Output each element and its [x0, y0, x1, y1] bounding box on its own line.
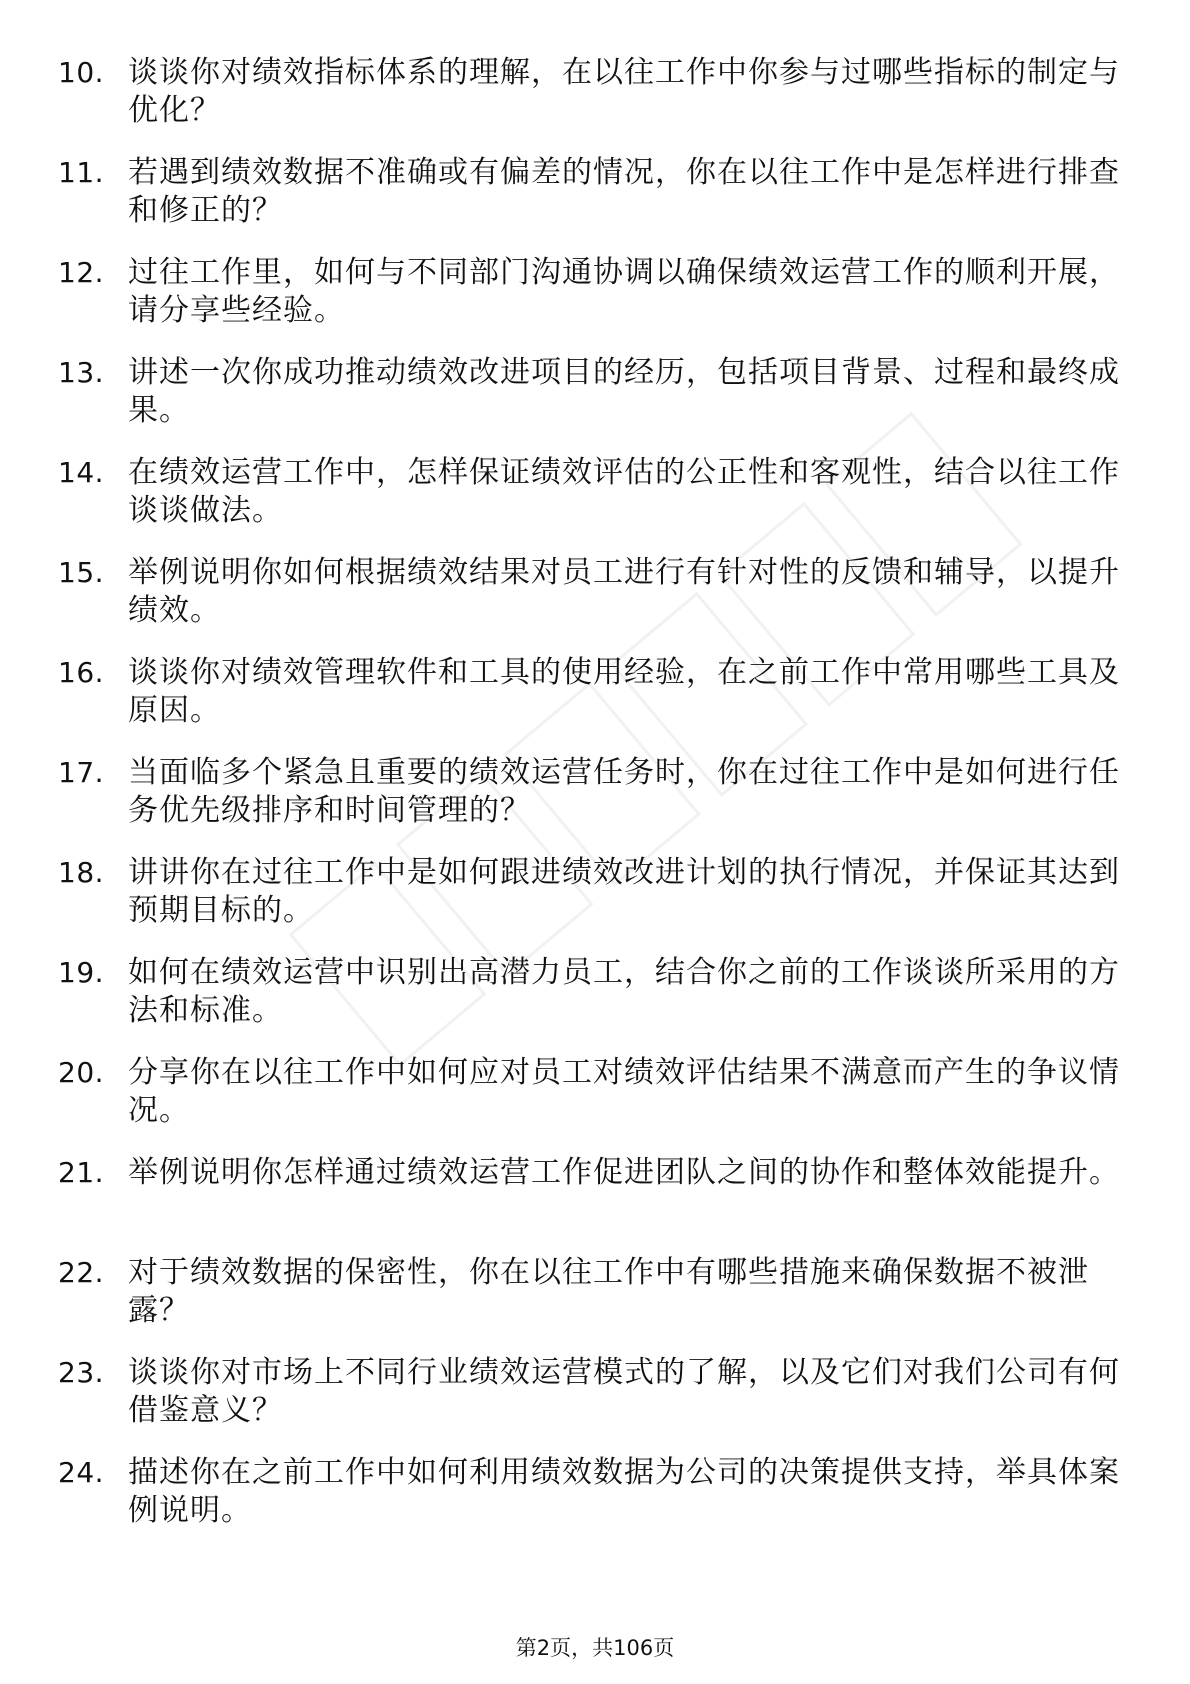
question-number: 15.: [58, 556, 105, 589]
list-item: [0, 1354, 1190, 1454]
question-number: 19.: [58, 956, 105, 989]
question-list: [0, 54, 1190, 1554]
question-number: 10.: [58, 56, 105, 89]
question-text: 若遇到绩效数据不准确或有偏差的情况，你在以往工作中是怎样进行排查和修正的？: [128, 155, 1120, 228]
question-number: 14.: [58, 456, 105, 489]
question-number: 23.: [58, 1356, 105, 1389]
list-item: [0, 1454, 1190, 1554]
list-item: [0, 454, 1190, 554]
question-text: 讲述一次你成功推动绩效改进项目的经历，包括项目背景、过程和最终成果。: [128, 355, 1120, 428]
question-text: 对于绩效数据的保密性，你在以往工作中有哪些措施来确保数据不被泄露？: [128, 1255, 1089, 1328]
question-text: 当面临多个紧急且重要的绩效运营任务时，你在过往工作中是如何进行任务优先级排序和时间管理的？: [128, 755, 1120, 828]
list-item: [0, 254, 1190, 354]
question-text: 谈谈你对绩效指标体系的理解，在以往工作中你参与过哪些指标的制定与优化？: [128, 55, 1120, 128]
question-number: 22.: [58, 1256, 105, 1289]
question-text: 如何在绩效运营中识别出高潜力员工，结合你之前的工作谈谈所采用的方法和标准。: [128, 955, 1120, 1028]
question-number: 13.: [58, 356, 105, 389]
question-text: 谈谈你对绩效管理软件和工具的使用经验，在之前工作中常用哪些工具及原因。: [128, 655, 1120, 728]
question-text: 讲讲你在过往工作中是如何跟进绩效改进计划的执行情况，并保证其达到预期目标的。: [128, 855, 1120, 928]
page-number: 第2页，共106页: [515, 1636, 675, 1660]
list-item: [0, 354, 1190, 454]
list-item: [0, 554, 1190, 654]
question-number: 17.: [58, 756, 105, 789]
question-number: 18.: [58, 856, 105, 889]
list-item: [0, 654, 1190, 754]
question-text: 在绩效运营工作中，怎样保证绩效评估的公正性和客观性，结合以往工作谈谈做法。: [128, 455, 1120, 528]
question-text: 描述你在之前工作中如何利用绩效数据为公司的决策提供支持，举具体案例说明。: [128, 1455, 1120, 1528]
question-text: 谈谈你对市场上不同行业绩效运营模式的了解，以及它们对我们公司有何借鉴意义？: [128, 1355, 1120, 1428]
question-text: 举例说明你怎样通过绩效运营工作促进团队之间的协作和整体效能提升。: [128, 1155, 1120, 1190]
question-text: 过往工作里，如何与不同部门沟通协调以确保绩效运营工作的顺利开展，请分享些经验。: [128, 255, 1120, 328]
list-item: [0, 1254, 1190, 1354]
list-item: [0, 1054, 1190, 1154]
question-number: 20.: [58, 1056, 105, 1089]
question-number: 11.: [58, 156, 105, 189]
list-item: [0, 754, 1190, 854]
list-item: [0, 954, 1190, 1054]
list-item: [0, 1154, 1190, 1254]
question-number: 12.: [58, 256, 105, 289]
list-item: [0, 54, 1190, 154]
question-text: 分享你在以往工作中如何应对员工对绩效评估结果不满意而产生的争议情况。: [128, 1055, 1120, 1128]
question-number: 24.: [58, 1456, 105, 1489]
list-item: [0, 154, 1190, 254]
question-text: 举例说明你如何根据绩效结果对员工进行有针对性的反馈和辅导，以提升绩效。: [128, 555, 1120, 628]
question-number: 16.: [58, 656, 105, 689]
question-number: 21.: [58, 1156, 105, 1189]
list-item: [0, 854, 1190, 954]
